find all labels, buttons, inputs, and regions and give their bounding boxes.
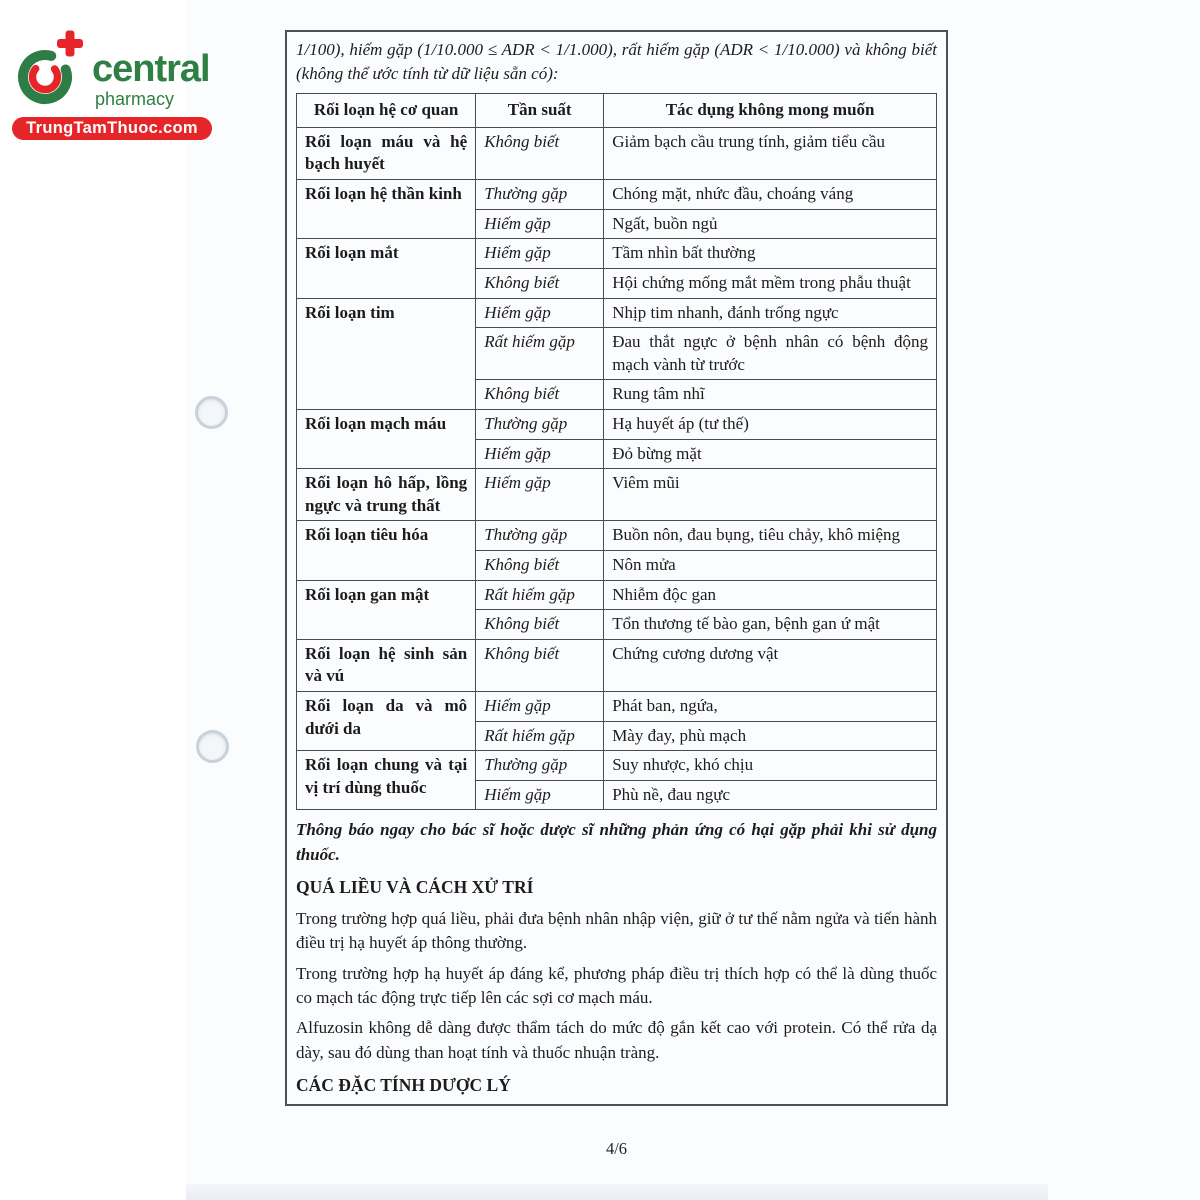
effect-cell: Tổn thương tế bào gan, bệnh gan ứ mật — [604, 610, 937, 640]
effect-cell: Ngất, buồn ngủ — [604, 209, 937, 239]
frequency-cell: Không biết — [476, 127, 604, 179]
header-adverse-effect: Tác dụng không mong muốn — [604, 94, 937, 128]
adr-table-body — [297, 127, 937, 810]
paragraph: Trong trường hợp hạ huyết áp đáng kể, phương pháp điều trị thích hợp có thể là dùng thuốc co mạch tác động trực tiếp lên các sợi cơ mạch máu. — [296, 963, 937, 1008]
effect-cell: Nôn mửa — [604, 551, 937, 581]
table-row — [297, 692, 937, 722]
frequency-cell: Không biết — [476, 639, 604, 691]
organ-system-cell: Rối loạn máu và hệ bạch huyết — [297, 127, 476, 179]
effect-cell: Tầm nhìn bất thường — [604, 239, 937, 269]
frequency-cell: Không biết — [476, 380, 604, 410]
table-row — [297, 580, 937, 610]
document-content-box — [285, 30, 948, 1106]
table-row — [297, 298, 937, 328]
frequency-cell: Không biết — [476, 610, 604, 640]
frequency-cell: Thường gặp — [476, 751, 604, 781]
punch-hole-top — [195, 396, 228, 429]
brand-name: central — [92, 48, 210, 90]
website-banner: TrungTamThuoc.com — [12, 117, 212, 140]
effect-cell: Giảm bạch cầu trung tính, giảm tiểu cầu — [604, 127, 937, 179]
frequency-cell: Rất hiếm gặp — [476, 721, 604, 751]
frequency-cell: Hiếm gặp — [476, 439, 604, 469]
frequency-cell: Thường gặp — [476, 180, 604, 210]
table-row — [297, 409, 937, 439]
section-heading: CÁC ĐẶC TÍNH DƯỢC LÝ — [296, 1075, 511, 1096]
central-pharmacy-logo — [14, 28, 274, 148]
effect-cell: Mày đay, phù mạch — [604, 721, 937, 751]
frequency-cell: Không biết — [476, 268, 604, 298]
paragraph: Thông báo ngay cho bác sĩ hoặc dược sĩ những phản ứng có hại gặp phải khi sử dụng thuốc. — [296, 820, 937, 864]
organ-system-cell: Rối loạn hệ thần kinh — [297, 180, 476, 239]
frequency-cell: Hiếm gặp — [476, 239, 604, 269]
table-row — [297, 521, 937, 551]
effect-cell: Viêm mũi — [604, 469, 937, 521]
header-frequency: Tần suất — [476, 94, 604, 128]
table-header-row — [297, 94, 937, 128]
effect-cell: Chóng mặt, nhức đầu, choáng váng — [604, 180, 937, 210]
paragraph — [296, 1105, 937, 1106]
effect-cell: Phát ban, ngứa, — [604, 692, 937, 722]
effect-cell: Đau thắt ngực ở bệnh nhân có bệnh động mạch vành từ trước — [604, 328, 937, 380]
frequency-cell: Hiếm gặp — [476, 469, 604, 521]
effect-cell: Nhịp tim nhanh, đánh trống ngực — [604, 298, 937, 328]
table-row — [297, 127, 937, 179]
organ-system-cell: Rối loạn hô hấp, lồng ngực và trung thất — [297, 469, 476, 521]
logo-wordmark — [92, 50, 210, 108]
organ-system-cell: Rối loạn hệ sinh sản và vú — [297, 639, 476, 691]
organ-system-cell: Rối loạn gan mật — [297, 580, 476, 639]
frequency-cell: Hiếm gặp — [476, 209, 604, 239]
organ-system-cell: Rối loạn mạch máu — [297, 409, 476, 468]
frequency-cell: Rất hiếm gặp — [476, 328, 604, 380]
effect-cell: Nhiễm độc gan — [604, 580, 937, 610]
table-row — [297, 180, 937, 210]
page-number: 4/6 — [605, 1139, 628, 1158]
punch-hole-bottom — [196, 730, 229, 763]
sections — [296, 818, 937, 1106]
adverse-reactions-table — [296, 93, 937, 810]
effect-cell: Hội chứng mống mắt mềm trong phẫu thuật — [604, 268, 937, 298]
paragraph: Trong trường hợp quá liều, phải đưa bệnh nhân nhập viện, giữ ở tư thế nằm ngửa và tiến hành điều trị hạ huyết áp thông thường. — [296, 908, 937, 953]
section-heading: QUÁ LIỀU VÀ CÁCH XỬ TRÍ — [296, 877, 534, 898]
organ-system-cell: Rối loạn tim — [297, 298, 476, 409]
effect-cell: Hạ huyết áp (tư thế) — [604, 409, 937, 439]
paragraph: Alfuzosin không dễ dàng được thẩm tách do mức độ gắn kết cao với protein. Có thể rửa dạ dày, sau đó dùng than hoạt tính và thuốc nhuận tràng. — [296, 1018, 937, 1062]
frequency-cell: Không biết — [476, 551, 604, 581]
header-organ-system: Rối loạn hệ cơ quan — [297, 94, 476, 128]
table-row — [297, 751, 937, 781]
frequency-cell: Hiếm gặp — [476, 780, 604, 810]
effect-cell: Buồn nôn, đau bụng, tiêu chảy, khô miệng — [604, 521, 937, 551]
table-row — [297, 639, 937, 691]
scan-edge-shadow — [186, 1184, 1048, 1200]
table-row — [297, 239, 937, 269]
organ-system-cell: Rối loạn chung và tại vị trí dùng thuốc — [297, 751, 476, 810]
brand-subtitle: pharmacy — [95, 89, 175, 109]
frequency-cell: Hiếm gặp — [476, 298, 604, 328]
table-row — [297, 469, 937, 521]
organ-system-cell: Rối loạn tiêu hóa — [297, 521, 476, 580]
organ-system-cell: Rối loạn da và mô dưới da — [297, 692, 476, 751]
organ-system-cell: Rối loạn mắt — [297, 239, 476, 298]
effect-cell: Đỏ bừng mặt — [604, 439, 937, 469]
frequency-cell: Thường gặp — [476, 521, 604, 551]
effect-cell: Phù nề, đau ngực — [604, 780, 937, 810]
frequency-definition-text: 1/100), hiếm gặp (1/10.000 ≤ ADR < 1/1.000), rất hiếm gặp (ADR < 1/10.000) và không biết (không thể ước tính từ dữ liệu sẵn có): — [296, 40, 937, 84]
pharmacy-c-plus-icon — [14, 30, 86, 106]
effect-cell: Rung tâm nhĩ — [604, 380, 937, 410]
frequency-cell: Rất hiếm gặp — [476, 580, 604, 610]
effect-cell: Chứng cương dương vật — [604, 639, 937, 691]
effect-cell: Suy nhược, khó chịu — [604, 751, 937, 781]
frequency-cell: Hiếm gặp — [476, 692, 604, 722]
frequency-cell: Thường gặp — [476, 409, 604, 439]
